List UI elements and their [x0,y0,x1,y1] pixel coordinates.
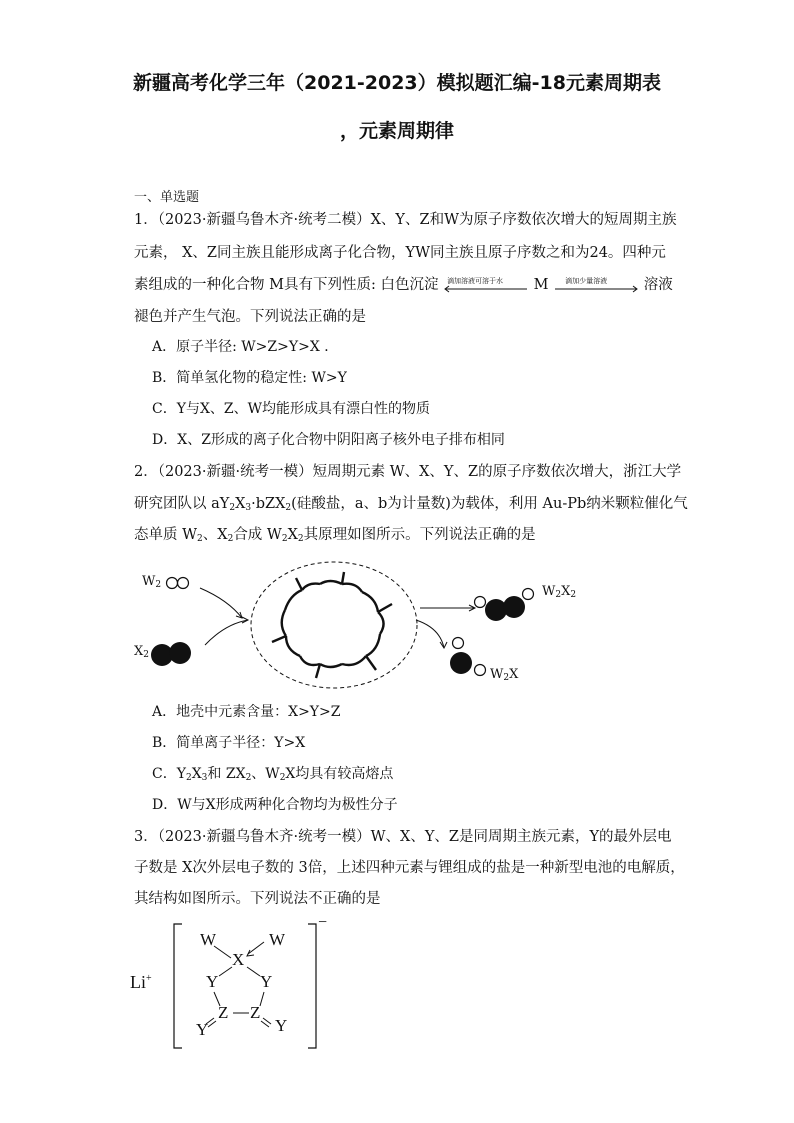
q3-line3: 其结构如图所示。下列说法不正确的是 [134,891,381,907]
atom-y-bottom-right: Y [275,1016,288,1035]
atom-w-left: W [200,930,217,949]
q1-line3-a: 素组成的一种化合物 M具有下列性质: 白色沉淀 [134,277,439,293]
doc-title-line1: 新疆高考化学三年（2021-2023）模拟题汇编-18元素周期表 [133,72,661,94]
q2-figure-svg [130,560,590,690]
atom-y-left: Y [206,972,219,991]
porous-framework [272,572,392,678]
q1-line1: 1．（2023·新疆乌鲁木齐·统考二模）X、Y、Z和W为原子序数依次增大的短周期主族 [134,212,677,228]
q2-c-d: 、W [251,766,280,782]
q1-option-c: C．Y与X、Z、W均能形成具有漂白性的物质 [152,401,431,417]
label-x2: $X_2$ [134,644,149,660]
q3-line1: 3．（2023·新疆乌鲁木齐·统考一模）W、X、Y、Z是同周期主族元素，Y的最外层电 [134,829,672,845]
w-atom [523,589,534,600]
atom-z-left: Z [218,1003,229,1022]
atom-z-right: Z [250,1003,261,1022]
q1-arrow2-label: 滴加少量溶液 [565,277,608,285]
anion-charge: − [318,914,328,931]
label-x2-text: X [134,644,144,659]
q1-line3-b: 溶液 [643,277,673,293]
q2-option-c: C．$Y_2X_3$和 $ZX_2$、$W_2X$均具有较高熔点 [152,766,394,783]
q2-l3a: 态单质 W [134,527,198,543]
w-atom [475,597,486,608]
atom-x: X [232,950,245,969]
q1-line3-m: M [533,277,549,293]
q3-structure-figure [130,914,370,1055]
x-atom [169,642,191,664]
left-bracket [174,924,182,1048]
q1-option-a: A．原子半径: W>Z>Y>X ． [152,339,339,355]
atom-w-right: W [269,930,286,949]
q1-arrow2 [553,277,639,293]
label-w2x: $W_2X$ [490,667,519,683]
w-atom [475,665,486,676]
q2-catalysis-figure [130,560,590,690]
q2-c-a: C．Y [152,766,186,782]
q2-l2b: X [235,496,246,512]
q1-option-b: B．简单氢化物的稳定性: W>Y [152,370,347,386]
q3-line2: 子数是 X次外层电子数的 3倍，上述四种元素与锂组成的盐是一种新型电池的电解质， [134,860,685,876]
atom-y-right: Y [260,972,273,991]
q2-c-c: 和 ZX [207,766,246,782]
q2-l3e: 其原理如图所示。下列说法正确的是 [303,527,536,543]
q3-structure-svg [130,920,370,1055]
x-atom [450,652,472,674]
q1-arrow1-label: 滴加溶液可溶于水 [447,277,504,285]
q1-arrow1 [443,277,529,293]
coordinate-bond-arrow [248,942,264,954]
label-w2x2: $W_2X_2$ [542,584,577,600]
arrow-in-1 [200,588,242,618]
q2-l2c: ·bZX [251,496,286,512]
section-heading: 一、单选题 [134,190,200,205]
q1-option-d: D．X、Z形成的离子化合物中阴阳离子核外电子排布相同 [152,432,505,448]
q1-line3 [134,275,673,295]
w-atom [453,638,464,649]
q2-l3d: X [287,527,298,543]
arrow-in-2 [205,620,248,645]
w-atom [178,578,189,589]
lithium-ion: Li+ [130,972,152,992]
right-arrow-icon [553,284,639,294]
q2-option-d: D．W与X形成两种化合物均为极性分子 [152,797,398,813]
label-w2-text: W [142,574,156,589]
q2-c-e: X均具有较高熔点 [285,766,394,782]
q2-l2a: 研究团队以 aY [134,496,230,512]
q1-line2: 元素， X、Z同主族且能形成离子化合物，YW同主族且原子序数之和为24。四种元 [134,245,666,261]
q1-line4: 褪色并产生气泡。下列说法正确的是 [134,309,366,325]
arrow-out-2 [416,620,444,648]
q2-l2d: (硅酸盐，a、b为计量数)为载体，利用 Au-Pb纳米颗粒催化气 [291,496,688,512]
double-arrow-icon [443,284,529,294]
q2-line1: 2．（2023·新疆·统考一模）短周期元素 W、X、Y、Z的原子序数依次增大，浙江大学 [134,464,682,480]
atom-y-bottom-left: Y [196,1020,209,1039]
label-w2: $W_2$ [142,574,162,590]
q2-l3c: 合成 W [233,527,282,543]
q2-option-b: B．简单离子半径：Y>X [152,735,306,751]
q2-option-a: A．地壳中元素含量：X>Y>Z [152,704,341,720]
label-w2x2-text: W [542,584,556,599]
q2-c-b: X [191,766,202,782]
w-atom [167,578,178,589]
q2-line2: 研究团队以 $aY_2X_3\cdot bZX_2$(硅酸盐，a、b为计量数)为载体，利用 Au-Pb纳米颗粒催化气 [134,496,688,513]
q2-line3: 态单质 $W_2$、$X_2$合成 $W_2X_2$其原理如图所示。下列说法正确的是 [134,527,536,544]
q2-l3b: 、X [202,527,228,543]
doc-title-line2: ，元素周期律 [339,120,454,142]
label-w2x-text: W [490,667,504,682]
right-bracket [308,924,316,1048]
x-atom [503,596,525,618]
lithium-ion-text: Li [130,972,146,992]
